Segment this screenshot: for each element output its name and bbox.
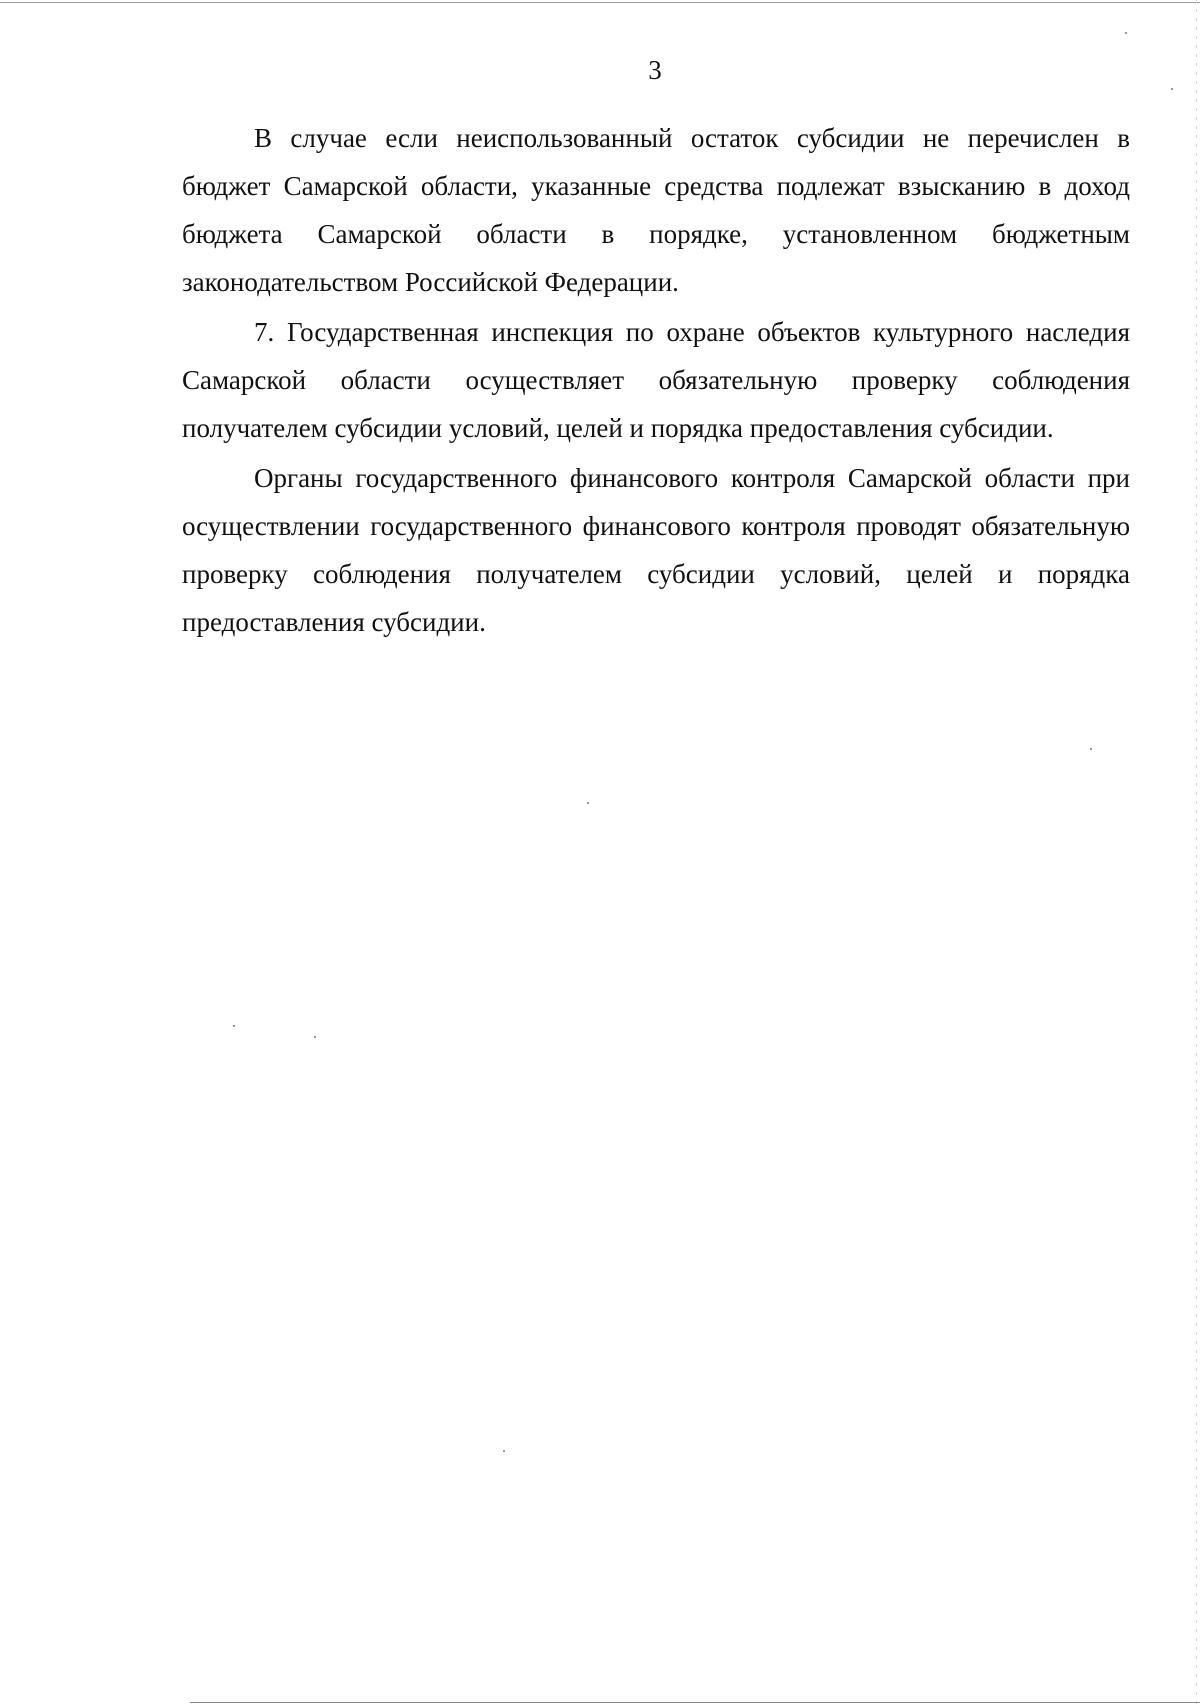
scan-speck bbox=[1171, 88, 1173, 90]
scan-speck bbox=[1125, 32, 1127, 34]
scan-speck bbox=[587, 802, 589, 804]
scan-bottom-edge bbox=[190, 1702, 1200, 1703]
page-number: 3 bbox=[648, 55, 662, 85]
paragraph-financial-control: Органы государственного финансового контроля Самарской области при осуществлении государственного финансового контроля проводят обязательную проверку соблюдения получателем субсидии условий, целей и порядка предоставления субсидии. bbox=[182, 463, 1130, 637]
scan-speck bbox=[233, 1025, 235, 1027]
document-body bbox=[182, 114, 1130, 648]
scan-top-edge bbox=[0, 2, 1200, 3]
paragraph-unspent-balance: В случае если неиспользованный остаток субсидии не перечислен в бюджет Самарской области, указанные средства подлежат взысканию в доход бюджета Самарской области в порядке, установленном бюджетным законодательством Российской Федерации. bbox=[182, 123, 1130, 297]
scan-speck bbox=[503, 1450, 505, 1452]
paragraph-inspection: 7. Государственная инспекция по охране объектов культурного наследия Самарской области осуществляет обязательную проверку соблюдения получателем субсидии условий, целей и порядка предоставления субсидии. bbox=[182, 317, 1130, 443]
scan-speck bbox=[314, 1036, 316, 1038]
scan-speck bbox=[1090, 748, 1092, 750]
scan-right-edge bbox=[1196, 0, 1197, 1706]
